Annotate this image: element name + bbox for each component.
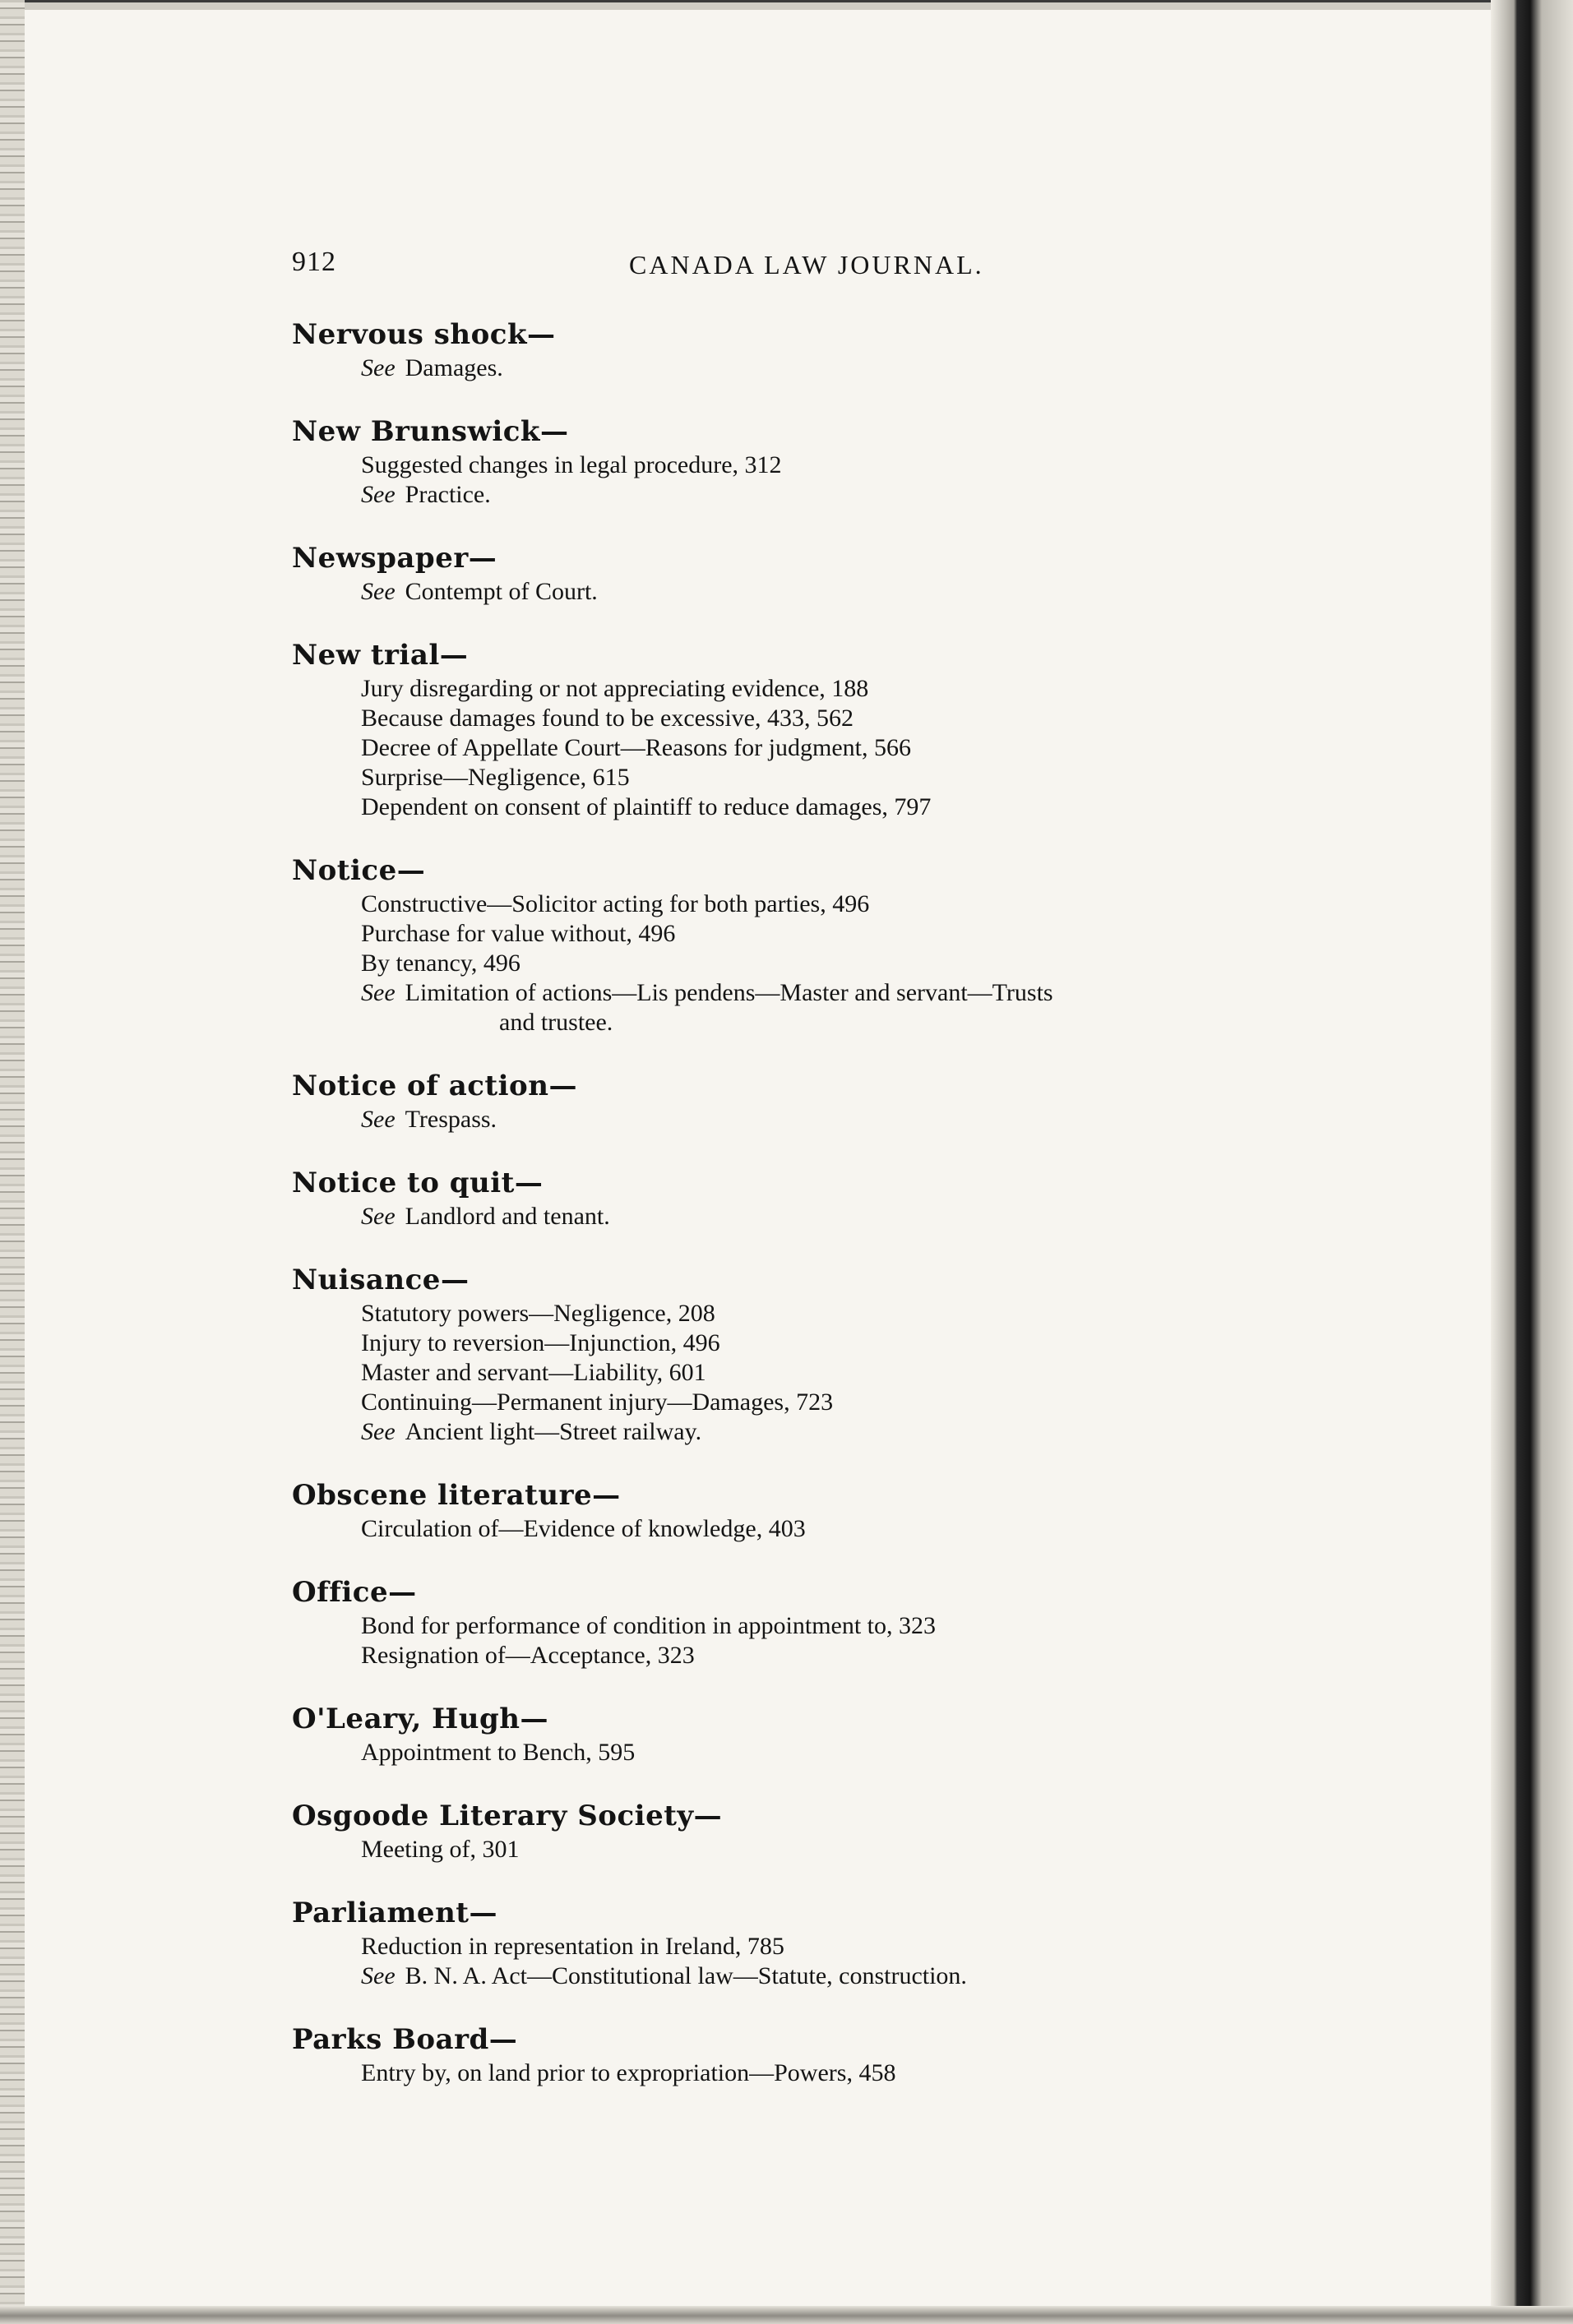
entry-line <box>292 1611 1299 1641</box>
entry-line <box>292 450 1299 480</box>
entry-line-text: Injury to reversion—Injunction, 496 <box>361 1329 720 1356</box>
entry-line <box>292 1299 1299 1328</box>
entry-line-text: Statutory powers—Negligence, 208 <box>361 1300 715 1327</box>
entry-line <box>292 480 1299 510</box>
index-entry <box>292 539 1299 607</box>
index-entry <box>292 1067 1299 1134</box>
entry-line <box>292 353 1299 383</box>
entry-line-text: Contempt of Court. <box>405 578 598 605</box>
entry-heading: O'Leary, Hugh— <box>292 1703 549 1735</box>
entry-line-text: Appointment to Bench, 595 <box>361 1739 636 1766</box>
entry-line-text: Constructive—Solicitor acting for both parties, 496 <box>361 890 870 917</box>
entry-heading: Office— <box>292 1576 417 1609</box>
entry-line-text: Surprise—Negligence, 615 <box>361 764 630 791</box>
entry-line-text: Damages. <box>405 354 503 381</box>
entry-line-text: Resignation of—Acceptance, 323 <box>361 1642 695 1669</box>
index-entry <box>292 2021 1299 2088</box>
entry-line-text: Reduction in representation in Ireland, 785 <box>361 1933 784 1960</box>
entry-heading: Nervous shock— <box>292 318 556 351</box>
see-reference-label: See <box>361 354 396 381</box>
index-entry <box>292 316 1299 383</box>
index-entry <box>292 1261 1299 1447</box>
entry-line-text: Continuing—Permanent injury—Damages, 723 <box>361 1388 834 1416</box>
entry-line-text: Entry by, on land prior to expropriation—Powers, 458 <box>361 2059 896 2086</box>
index-entry <box>292 1700 1299 1767</box>
see-reference-label: See <box>361 578 396 605</box>
journal-page <box>292 247 1299 2118</box>
entry-heading: Notice— <box>292 854 426 887</box>
scan-right-edge <box>1491 0 1573 2324</box>
see-reference-label: See <box>361 1418 396 1445</box>
entry-line <box>292 949 1299 978</box>
entry-line <box>292 674 1299 704</box>
index-entry <box>292 1797 1299 1864</box>
entry-line-text: Master and servant—Liability, 601 <box>361 1359 706 1386</box>
entry-line-text: Purchase for value without, 496 <box>361 920 676 947</box>
entry-line-text: Meeting of, 301 <box>361 1836 520 1863</box>
entry-line-text: Because damages found to be excessive, 433, 562 <box>361 705 854 732</box>
see-reference-label: See <box>361 481 396 508</box>
entry-line <box>292 1417 1299 1447</box>
entry-line-text: Trespass. <box>405 1106 497 1133</box>
entry-line-text: Landlord and tenant. <box>405 1203 610 1230</box>
entry-line <box>292 577 1299 607</box>
entry-line <box>292 919 1299 949</box>
entry-line <box>292 1835 1299 1864</box>
page-number: 912 <box>292 247 336 277</box>
entry-line <box>292 1961 1299 1991</box>
entry-heading: Nuisance— <box>292 1264 470 1296</box>
entry-line <box>292 1641 1299 1670</box>
entry-line-text: Jury disregarding or not appreciating evidence, 188 <box>361 675 869 702</box>
see-reference-label: See <box>361 979 396 1006</box>
entry-line <box>292 1202 1299 1231</box>
entry-line <box>292 1514 1299 1544</box>
index-entry <box>292 413 1299 510</box>
entry-line-text: Limitation of actions—Lis pendens—Master and servant—Trusts <box>405 979 1053 1006</box>
entry-line-text: By tenancy, 496 <box>361 949 520 977</box>
index-entry <box>292 852 1299 1037</box>
entry-line-text: Suggested changes in legal procedure, 312 <box>361 451 782 478</box>
scan-top-edge <box>0 0 1573 10</box>
scan-left-edge <box>0 0 25 2324</box>
entry-line <box>292 733 1299 763</box>
index-entry <box>292 1573 1299 1670</box>
entry-line <box>292 1388 1299 1417</box>
entry-heading: Notice of action— <box>292 1070 577 1102</box>
entry-line <box>292 889 1299 919</box>
entry-line-text: and trustee. <box>499 1009 613 1036</box>
page-header <box>292 247 1299 289</box>
entry-line-text: Circulation of—Evidence of knowledge, 403 <box>361 1515 806 1542</box>
see-reference-label: See <box>361 1203 396 1230</box>
entry-line <box>292 1738 1299 1767</box>
entry-heading: Newspaper— <box>292 542 497 575</box>
entry-line <box>292 2058 1299 2088</box>
running-title: CANADA LAW JOURNAL. <box>629 250 984 280</box>
index-entry <box>292 1164 1299 1231</box>
scan-bottom-edge <box>0 2306 1573 2324</box>
entry-line <box>292 1008 1299 1037</box>
entry-line-text: Ancient light—Street railway. <box>405 1418 702 1445</box>
index-entry <box>292 636 1299 822</box>
entry-line-text: Dependent on consent of plaintiff to reduce damages, 797 <box>361 793 932 820</box>
entry-line <box>292 978 1299 1008</box>
entry-line-text: Decree of Appellate Court—Reasons for judgment, 566 <box>361 734 911 761</box>
entry-line <box>292 792 1299 822</box>
entry-heading: New trial— <box>292 639 469 672</box>
entry-line <box>292 704 1299 733</box>
entry-line <box>292 1932 1299 1961</box>
entry-line-text: B. N. A. Act—Constitutional law—Statute, construction. <box>405 1962 967 1989</box>
entry-line <box>292 1328 1299 1358</box>
entry-heading: Notice to quit— <box>292 1167 544 1199</box>
see-reference-label: See <box>361 1106 396 1133</box>
entry-line-text: Bond for performance of condition in appointment to, 323 <box>361 1612 937 1639</box>
entry-line <box>292 1358 1299 1388</box>
entry-line-text: Practice. <box>405 481 491 508</box>
index-entry <box>292 1894 1299 1991</box>
entry-heading: Parks Board— <box>292 2023 518 2056</box>
index-entry <box>292 1476 1299 1544</box>
entry-heading: Osgoode Literary Society— <box>292 1800 723 1832</box>
entry-line <box>292 1105 1299 1134</box>
entry-line <box>292 763 1299 792</box>
index-entries <box>292 316 1299 2088</box>
entry-heading: New Brunswick— <box>292 415 569 448</box>
see-reference-label: See <box>361 1962 396 1989</box>
entry-heading: Parliament— <box>292 1897 497 1929</box>
entry-heading: Obscene literature— <box>292 1479 621 1512</box>
